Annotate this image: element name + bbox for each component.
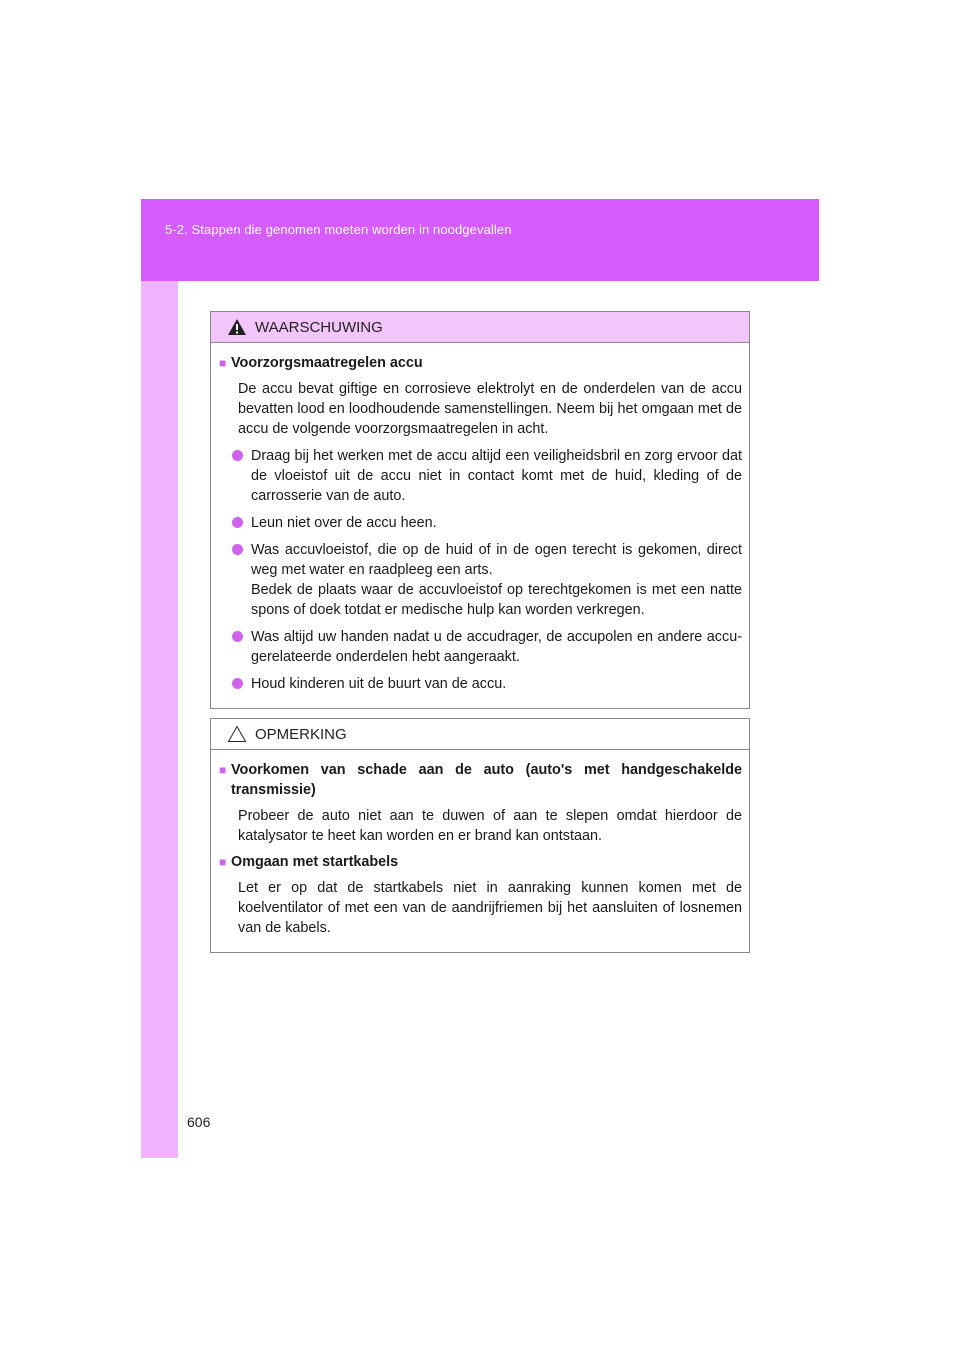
- list-item-text: Draag bij het werken met de accu altijd een veiligheidsbril en zorg ervoor dat de vloeistof uit de accu niet in contact komt met de huid, kleding of de carrosserie van de auto.: [251, 448, 742, 504]
- warning-section-title: [219, 353, 742, 373]
- note-box: [210, 718, 750, 953]
- list-item: [219, 513, 742, 533]
- header-band: [141, 199, 819, 281]
- circle-bullet-icon: [232, 674, 245, 691]
- note-label: OPMERKING: [255, 725, 347, 743]
- list-item: [219, 627, 742, 667]
- note-section-text: Let er op dat de startkabels niet in aanraking kunnen komen met de koelventilator of met een van de aandrijfriemen bij het aansluiten of losnemen van de kabels.: [238, 880, 742, 936]
- list-item-text-line: Bedek de plaats waar de accuvloeistof op terechtgekomen is met een natte spons of doek totdat er medische hulp kan worden verkregen.: [251, 582, 742, 618]
- list-item-text: Houd kinderen uit de buurt van de accu.: [251, 676, 507, 692]
- square-bullet-icon: ■: [219, 855, 227, 869]
- square-bullet-icon: ■: [219, 356, 227, 370]
- warning-triangle-outline-icon: [227, 725, 247, 743]
- list-item-text-line: Was accuvloeistof, die op de huid of in de ogen terecht is gekomen, direct weg met water en raadpleeg een arts.: [251, 542, 742, 578]
- warning-box-header: [211, 312, 749, 343]
- warning-body: [211, 343, 749, 708]
- circle-bullet-icon: [232, 627, 245, 644]
- page-number: 606: [187, 1114, 211, 1130]
- list-item: [219, 674, 742, 694]
- circle-bullet-icon: [232, 513, 245, 530]
- note-section-title-text: Voorkomen van schade aan de auto (auto's met handgeschakelde transmissie): [231, 762, 742, 798]
- list-item-text: Was altijd uw handen nadat u de accudrager, de accupolen en andere accu-gerelateerde onderdelen hebt aangeraakt.: [251, 629, 742, 665]
- note-section-title: [219, 760, 742, 800]
- square-bullet-icon: ■: [219, 763, 227, 777]
- warning-intro: De accu bevat giftige en corrosieve elektrolyt en de onderdelen van de accu bevatten lood en loodhoudende samenstellingen. Neem bij het omgaan met de accu de volgende voorzorgsmaatregelen in acht.: [238, 381, 742, 437]
- list-item: [219, 446, 742, 506]
- list-item: [219, 540, 742, 620]
- note-box-header: [211, 719, 749, 750]
- section-header-title: 5-2. Stappen die genomen moeten worden in noodgevallen: [165, 222, 512, 237]
- warning-triangle-filled-icon: [227, 318, 247, 336]
- warning-box: [210, 311, 750, 709]
- list-item-text: [245, 540, 742, 620]
- note-section-title: [219, 852, 742, 872]
- note-section-title-text: Omgaan met startkabels: [231, 854, 399, 870]
- warning-label: WAARSCHUWING: [255, 318, 383, 336]
- list-item-text: Leun niet over de accu heen.: [251, 515, 437, 531]
- note-section-text: Probeer de auto niet aan te duwen of aan te slepen omdat hierdoor de katalysator te heet kan worden en er brand kan ontstaan.: [238, 808, 742, 844]
- warning-section-title-text: Voorzorgsmaatregelen accu: [231, 355, 423, 371]
- circle-bullet-icon: [232, 540, 245, 557]
- circle-bullet-icon: [232, 446, 245, 463]
- side-strip: [141, 199, 178, 1158]
- note-body: [211, 750, 749, 952]
